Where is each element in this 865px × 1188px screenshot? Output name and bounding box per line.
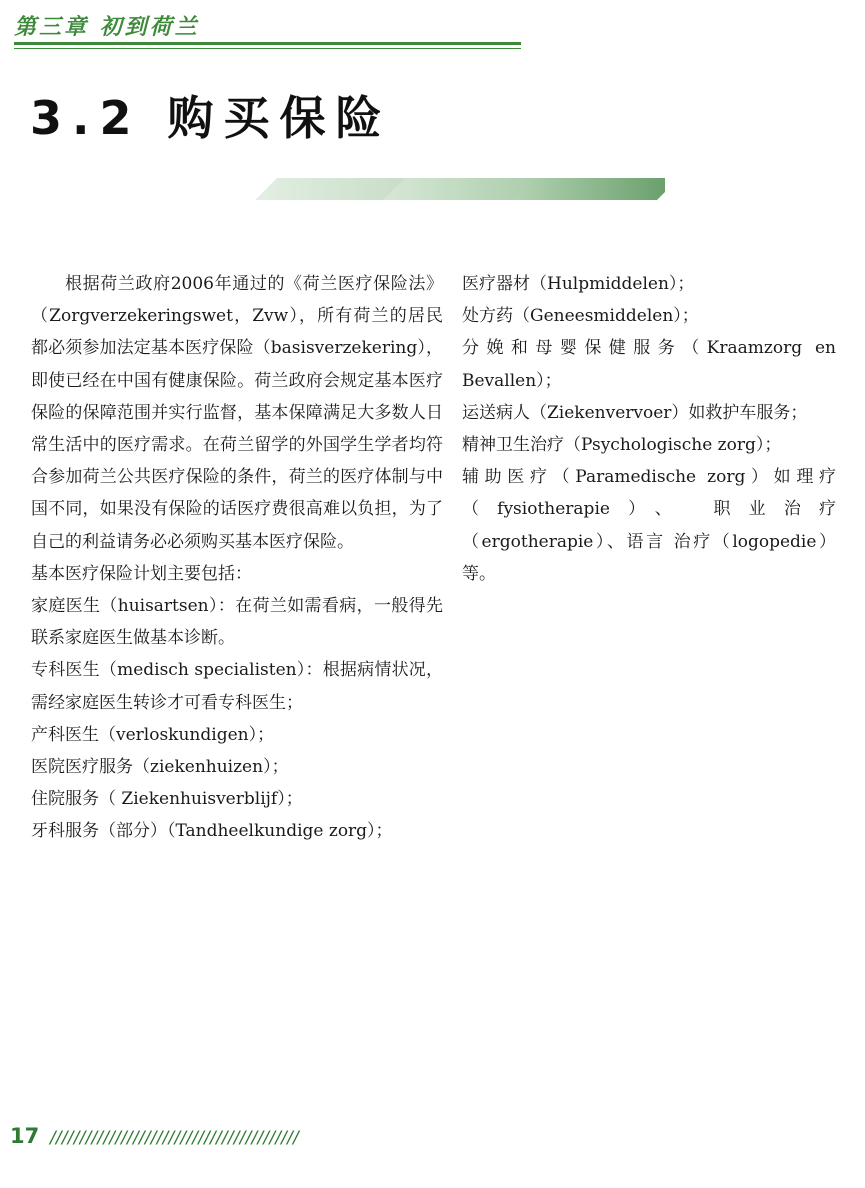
coverage-item-aids: 医疗器材（Hulpmiddelen）；	[462, 274, 695, 294]
coverage-item-transport: 运送病人（Ziekenvervoer）如救护车服务；	[462, 402, 808, 423]
coverage-item-dental: 牙科服务（部分）（Tandheelkundige zorg）；	[31, 821, 393, 842]
footer-decoration: //////////////////////////////////////////	[50, 1128, 299, 1148]
left-text-column	[31, 268, 443, 848]
decorative-band	[255, 178, 665, 200]
chapter-header: 第三章 初到荷兰	[14, 15, 200, 40]
section-title: 3.2 购买保险	[30, 91, 392, 145]
intro-paragraph: 根据荷兰政府2006年通过的《荷兰医疗保险法》（Zorgverzekeringswet，Zvw），所有荷兰的居民都必须参加法定基本医疗保险（basisverzekering），即使已经在中国有健康保险。荷兰政府会规定基本医疗保险的保障范围并实行监督，基本保障满足大多数人日常生活中的医疗需求。在荷兰留学的外国学生学者均符合参加荷兰公共医疗保险的条件，荷兰的医疗体制与中国不同，如果没有保险的话医疗费很高难以负担，为了自己的利益请务必必须购买基本医疗保险。	[31, 274, 443, 552]
page-number: 17	[10, 1124, 40, 1148]
coverage-item-paramedical: 辅助医疗（Paramedische zorg）如理疗（fysiotherapie）、 职业治疗（ergotherapie）、语言 治疗（logopedie）等。	[462, 467, 836, 584]
coverage-heading: 基本医疗保险计划主要包括：	[31, 563, 252, 584]
header-rule	[14, 42, 521, 49]
coverage-item-midwives: 产科医生（verloskundigen）；	[31, 724, 275, 745]
coverage-item-maternity: 分娩和母婴保健服务（Kraamzorg en Bevallen）；	[462, 338, 836, 391]
right-text-column	[462, 268, 836, 590]
coverage-item-medicines: 处方药（Geneesmiddelen）；	[462, 306, 699, 327]
coverage-item-mental-health: 精神卫生治疗（Psychologische zorg）；	[462, 435, 782, 456]
coverage-item-hospital: 医院医疗服务（ziekenhuizen）；	[31, 757, 289, 778]
coverage-item-specialists: 专科医生（medisch specialisten）：根据病情状况，需经家庭医生转诊才可看专科医生；	[31, 660, 443, 713]
coverage-item-inpatient: 住院服务（ Ziekenhuisverblijf）；	[31, 789, 303, 810]
coverage-item-gp: 家庭医生（huisartsen）：在荷兰如需看病，一般得先联系家庭医生做基本诊断。	[31, 596, 443, 649]
